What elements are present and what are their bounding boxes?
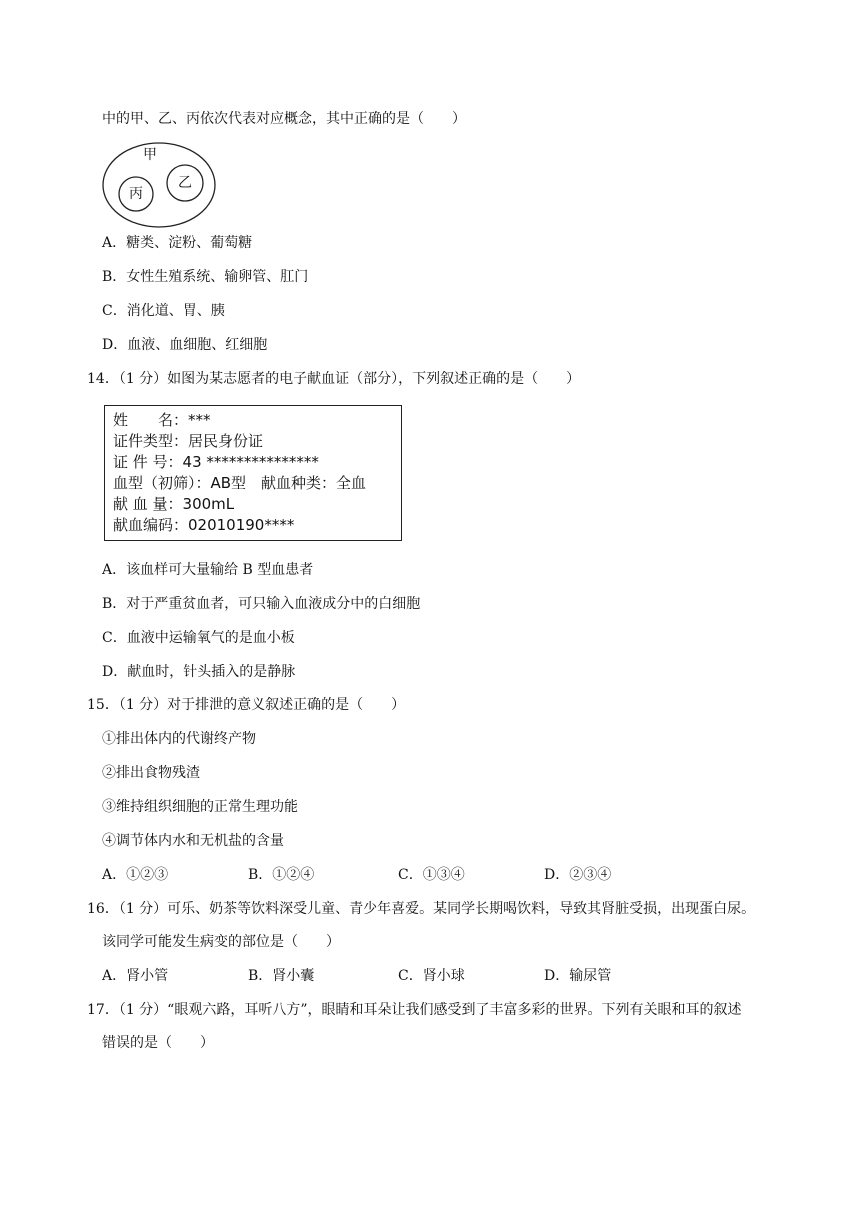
q14-option-c[interactable]: C．血液中运输氧气的是血小板 xyxy=(102,630,295,646)
q15-item-2: ②排出食物残渣 xyxy=(102,765,200,781)
q15-item-3: ③维持组织细胞的正常生理功能 xyxy=(102,799,298,815)
q13-stem: 中的甲、乙、丙依次代表对应概念，其中正确的是（ ） xyxy=(102,111,466,127)
venn-label-bing: 丙 xyxy=(129,186,143,202)
venn-label-jia: 甲 xyxy=(143,147,157,163)
q15-option-c[interactable]: C．①③④ xyxy=(398,867,465,883)
card-volume-row: 献 血 量：300mL xyxy=(113,495,235,513)
venn-label-yi: 乙 xyxy=(178,175,192,191)
card-name-row: 姓 名：*** xyxy=(113,411,211,429)
q15-option-a[interactable]: A．①②③ xyxy=(102,867,169,883)
q17-stem-line1: 17．（1 分）“眼观六路，耳听八方”，眼睛和耳朵让我们感受到了丰富多彩的世界。下列有关眼和耳的叙述 xyxy=(87,1002,742,1018)
card-code-row: 献血编码：02010190**** xyxy=(113,516,295,534)
q14-option-d[interactable]: D．献血时，针头插入的是静脉 xyxy=(102,664,296,680)
q16-option-b[interactable]: B．肾小囊 xyxy=(248,968,315,984)
q14-option-b[interactable]: B．对于严重贫血者，可只输入血液成分中的白细胞 xyxy=(102,596,421,612)
q14-stem: 14．（1 分）如图为某志愿者的电子献血证（部分），下列叙述正确的是（ ） xyxy=(87,371,581,387)
q16-option-a[interactable]: A．肾小管 xyxy=(102,968,169,984)
card-id-type-row: 证件类型：居民身份证 xyxy=(113,432,264,450)
q16-stem-line2: 该同学可能发生病变的部位是（ ） xyxy=(102,934,340,950)
q16-option-c[interactable]: C．肾小球 xyxy=(398,968,465,984)
q14-option-a[interactable]: A．该血样可大量输给 B 型血患者 xyxy=(102,562,314,578)
q16-stem-line1: 16．（1 分）可乐、奶茶等饮料深受儿童、青少年喜爱。某同学长期喝饮料，导致其肾脏受损，出现蛋白尿。 xyxy=(87,901,756,917)
q15-option-b[interactable]: B．①②④ xyxy=(248,867,315,883)
venn-outer-ellipse xyxy=(103,143,215,227)
q17-stem-line2: 错误的是（ ） xyxy=(102,1035,214,1051)
q15-item-1: ①排出体内的代谢终产物 xyxy=(102,731,256,747)
venn-diagram xyxy=(101,140,221,234)
q13-option-a[interactable]: A．糖类、淀粉、葡萄糖 xyxy=(102,235,253,251)
q16-option-d[interactable]: D．输尿管 xyxy=(544,968,612,984)
q13-option-d[interactable]: D．血液、血细胞、红细胞 xyxy=(102,337,268,353)
q13-option-c[interactable]: C．消化道、胃、胰 xyxy=(102,303,225,319)
q15-stem: 15．（1 分）对于排泄的意义叙述正确的是（ ） xyxy=(87,697,406,713)
q15-item-4: ④调节体内水和无机盐的含量 xyxy=(102,833,284,849)
q13-option-b[interactable]: B．女性生殖系统、输卵管、肛门 xyxy=(102,269,309,285)
card-id-number-row: 证 件 号：43 *************** xyxy=(113,453,319,471)
blood-donation-certificate xyxy=(104,405,402,541)
q15-option-d[interactable]: D．②③④ xyxy=(544,867,612,883)
card-blood-type-row: 血型（初筛）：AB型 献血种类：全血 xyxy=(113,474,367,492)
